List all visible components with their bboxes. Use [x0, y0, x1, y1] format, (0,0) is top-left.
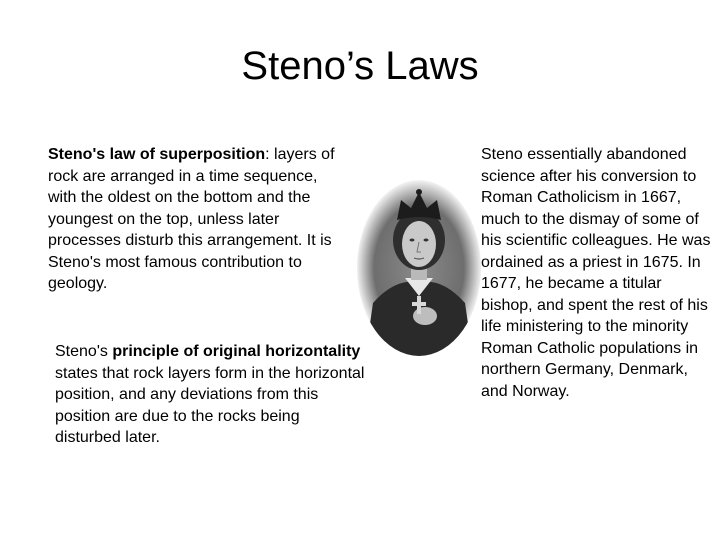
biography-paragraph: Steno essentially abandoned science after his conversion to Roman Catholicism in 1667, much to the dismay of some of his scientific colleagues. He was ordained as a priest in 1675. In 1677, he became a titular bishop, and spent the rest of his life ministering to the minority Roman Catholic populations in northern Germany, Denmark, and Norway. [481, 146, 711, 400]
steno-portrait [355, 178, 483, 358]
superposition-paragraph [48, 144, 348, 295]
horizontality-prefix: Steno's [55, 343, 113, 360]
slide-title: Steno’s Laws [241, 44, 479, 88]
horizontality-paragraph [55, 341, 365, 449]
horizontality-term: principle of original horizontality [112, 343, 361, 360]
superposition-term: Steno's law of superposition [48, 146, 266, 163]
superposition-body: : layers of rock are arranged in a time sequence, with the oldest on the bottom and the youngest on the top, unless later processes disturb this arrangement. It is Steno's most famous contribution to geology. [48, 146, 335, 292]
horizontality-body: states that rock layers form in the horizontal position, and any deviations from this position are due to the rocks being disturbed later. [55, 364, 365, 446]
